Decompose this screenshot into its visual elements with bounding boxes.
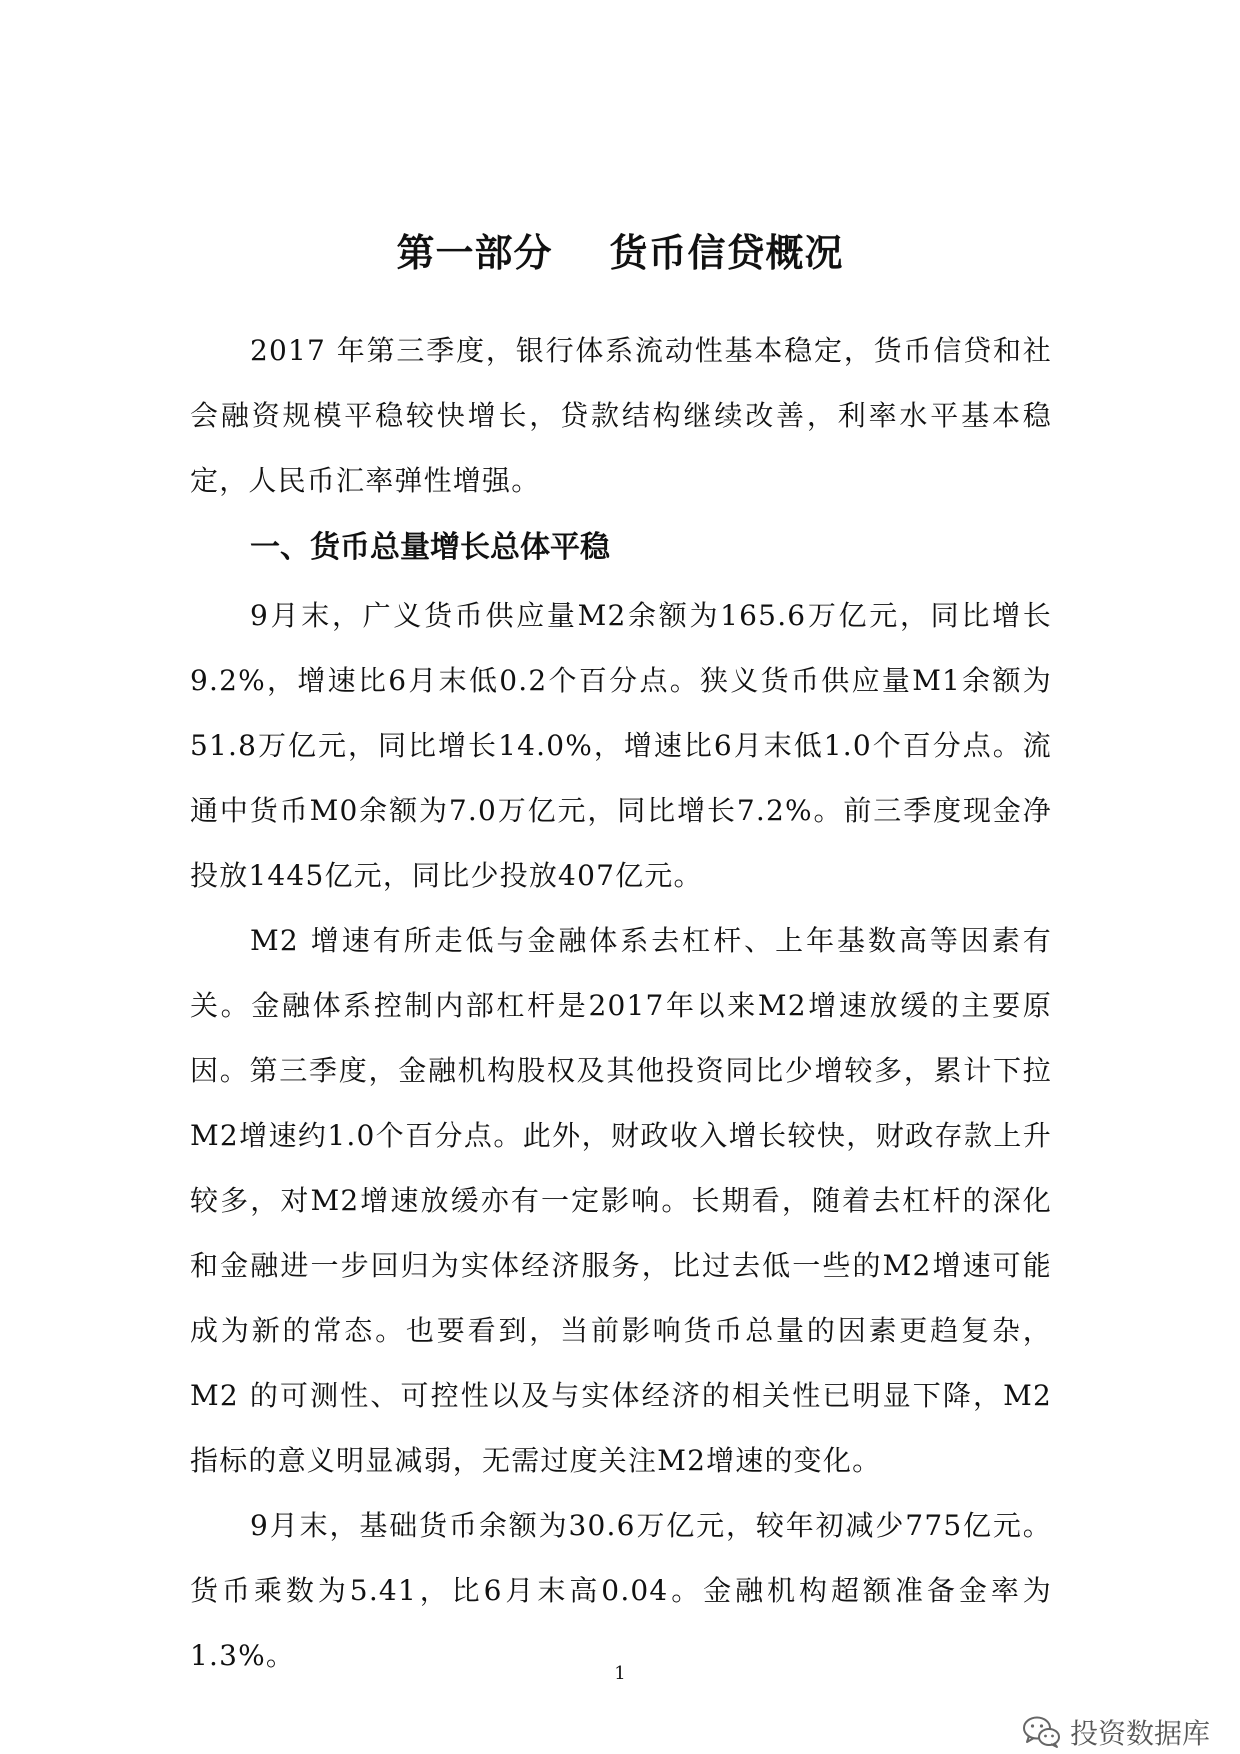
watermark-text: 投资数据库 [1069, 1717, 1210, 1750]
body-paragraph: M2 增速有所走低与金融体系去杠杆、上年基数高等因素有关。金融体系控制内部杠杆是2017年以来M2增速放缓的主要原因。第三季度，金融机构股权及其他投资同比少增较多，累计下拉M2增速约1.0个百分点。此外，财政收入增长较快，财政存款上升较多，对M2增速放缓亦有一定影响。长期看，随着去杠杆的深化和金融进一步回归为实体经济服务，比过去低一些的M2增速可能成为新的常态。也要看到，当前影响货币总量的因素更趋复杂，M2 的可测性、可控性以及与实体经济的相关性已明显下降，M2 指标的意义明显减弱，无需过度关注M2增速的变化。 [190, 924, 1052, 1477]
body-paragraph: 9月末，基础货币余额为30.6万亿元，较年初减少775亿元。货币乘数为5.41，比6月末高0.04。金融机构超额准备金率为1.3%。 [190, 1509, 1052, 1672]
page-number: 1 [614, 1663, 626, 1684]
body-paragraph: 9月末，广义货币供应量M2余额为165.6万亿元，同比增长9.2%，增速比6月末低0.2个百分点。狭义货币供应量M1余额为51.8万亿元，同比增长14.0%，增速比6月末低1.0个百分点。流通中货币M0余额为7.0万亿元，同比增长7.2%。前三季度现金净投放1445亿元，同比少投放407亿元。 [190, 599, 1052, 892]
intro-paragraph: 2017 年第三季度，银行体系流动性基本稳定，货币信贷和社会融资规模平稳较快增长，贷款结构继续改善，利率水平基本稳定，人民币汇率弹性增强。 [190, 334, 1052, 497]
page-title: 第一部分 货币信贷概况 [396, 231, 844, 275]
document-body [190, 318, 1052, 1688]
section-heading: 一、货币总量增长总体平稳 [250, 530, 610, 565]
watermark [1022, 1712, 1210, 1752]
wechat-icon [1022, 1715, 1062, 1749]
